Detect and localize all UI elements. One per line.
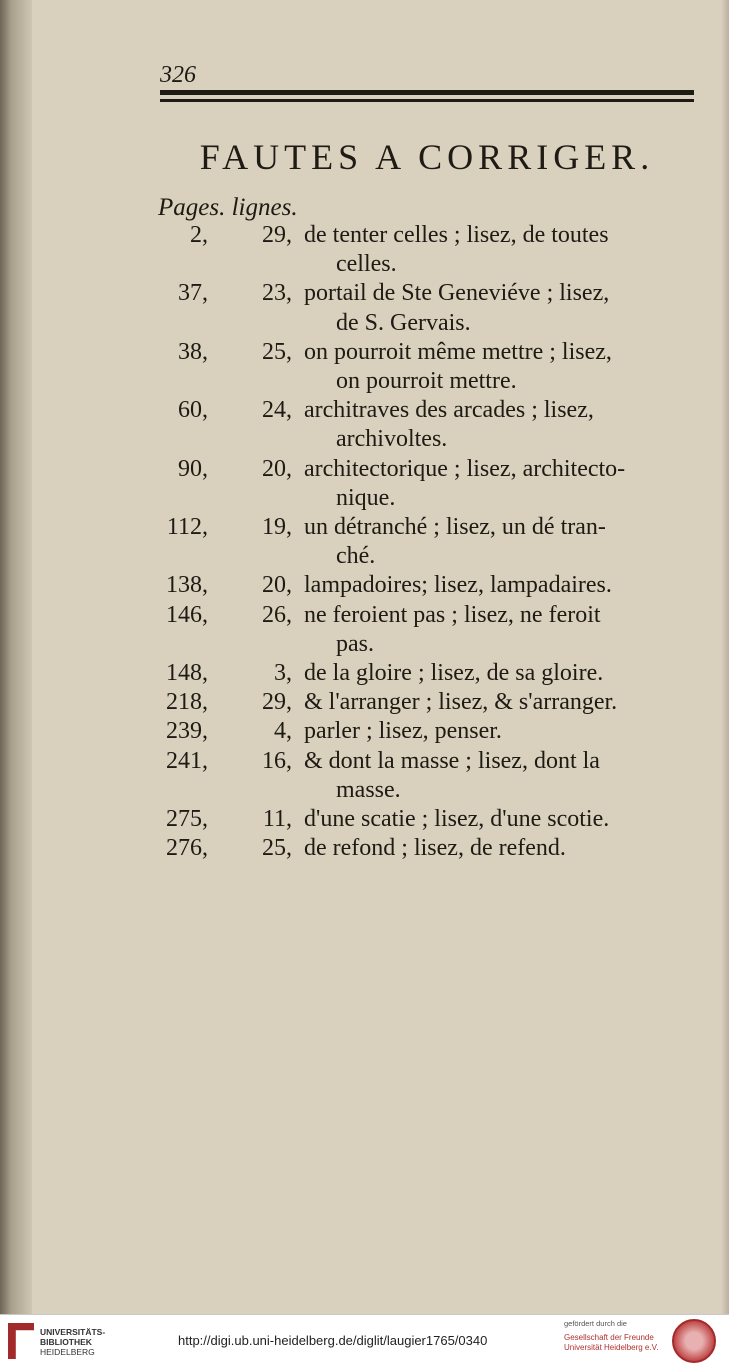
errata-continuation: on pourroit mettre. (336, 368, 517, 394)
errata-line: 29, (262, 222, 292, 248)
errata-line: 25, (262, 835, 292, 862)
errata-page: 146, (166, 601, 208, 628)
errata-line: 20, (262, 572, 292, 599)
errata-line: 4, (274, 718, 292, 745)
errata-line: 3, (274, 660, 292, 686)
errata-continuation-row (0, 426, 729, 456)
page-title: FAUTES A CORRIGER. (199, 137, 655, 177)
errata-continuation-row (0, 631, 729, 661)
errata-text: ne feroient pas ; lisez, ne feroit (304, 601, 601, 628)
errata-continuation-row (0, 485, 729, 515)
lignes-heading: lignes. (231, 194, 298, 221)
errata-text: architraves des arcades ; lisez, (304, 397, 594, 424)
errata-row (0, 718, 729, 748)
errata-line: 24, (262, 397, 292, 424)
errata-row (0, 660, 729, 690)
errata-page: 239, (166, 718, 208, 745)
errata-text: un détranché ; lisez, un dé tran- (304, 514, 606, 540)
errata-line: 11, (262, 806, 292, 832)
errata-text: on pourroit même mettre ; lisez, (304, 338, 612, 365)
errata-line: 20, (262, 455, 292, 482)
errata-page: 138, (166, 572, 208, 599)
errata-continuation-row (0, 777, 729, 807)
errata-continuation: de S. Gervais. (336, 309, 471, 336)
errata-row (0, 280, 729, 310)
errata-line: 19, (262, 514, 292, 540)
errata-continuation: pas. (336, 630, 374, 657)
errata-page: 2, (190, 222, 208, 248)
errata-text: de tenter celles ; lisez, de toutes (304, 222, 609, 248)
errata-row (0, 748, 729, 778)
errata-row (0, 572, 729, 602)
errata-row (0, 397, 729, 427)
errata-page: 112, (166, 514, 208, 540)
errata-text: architectorique ; lisez, architecto- (304, 455, 626, 482)
errata-continuation: ché. (336, 543, 376, 570)
errata-continuation-row (0, 310, 729, 340)
viewer-footer (0, 1314, 729, 1367)
errata-row (0, 689, 729, 719)
errata-line: 26, (262, 601, 292, 628)
errata-line: 16, (262, 747, 292, 774)
library-logo-icon[interactable] (8, 1323, 34, 1359)
header-rule-thick (160, 90, 694, 95)
errata-line: 29, (262, 689, 292, 716)
university-seal-icon (672, 1319, 716, 1363)
errata-text: & l'arranger ; lisez, & s'arranger. (304, 689, 618, 716)
errata-page: 275, (166, 806, 208, 832)
errata-text: de la gloire ; lisez, de sa gloire. (304, 660, 604, 686)
society-name[interactable]: Gesellschaft der Freunde Universität Heidelberg e.V. (564, 1333, 659, 1352)
errata-text: parler ; lisez, penser. (304, 718, 502, 745)
errata-page: 276, (166, 835, 208, 862)
errata-line: 25, (262, 338, 292, 365)
errata-text: de refond ; lisez, de refend. (304, 835, 566, 862)
column-headings (158, 194, 298, 222)
errata-row (0, 456, 729, 486)
pages-heading: Pages. (158, 194, 226, 221)
errata-continuation: nique. (336, 484, 396, 511)
errata-page: 218, (166, 689, 208, 716)
errata-row (0, 222, 729, 252)
page-number: 326 (160, 62, 196, 88)
errata-page: 38, (178, 338, 208, 365)
errata-page: 148, (166, 660, 208, 686)
errata-continuation: celles. (336, 251, 397, 278)
document-url[interactable]: http://digi.ub.uni-heidelberg.de/diglit/laugier1765/0340 (178, 1333, 488, 1348)
errata-page: 37, (178, 280, 208, 307)
errata-text: & dont la masse ; lisez, dont la (304, 747, 600, 774)
errata-row (0, 514, 729, 544)
errata-continuation: archivoltes. (336, 426, 448, 453)
errata-text: lampadoires; lisez, lampadaires. (304, 572, 612, 599)
errata-text: portail de Ste Geneviéve ; lisez, (304, 280, 610, 307)
library-name: UNIVERSITÄTS- BIBLIOTHEK HEIDELBERG (40, 1327, 106, 1357)
header-rule-thin (160, 99, 694, 102)
errata-page: 241, (166, 747, 208, 774)
errata-continuation-row (0, 251, 729, 281)
errata-continuation: masse. (336, 776, 401, 803)
funded-by-label: gefördert durch die (564, 1319, 627, 1328)
errata-page: 90, (178, 455, 208, 482)
errata-row (0, 835, 729, 865)
errata-row (0, 339, 729, 369)
errata-line: 23, (262, 280, 292, 307)
errata-row (0, 602, 729, 632)
errata-row (0, 806, 729, 836)
errata-continuation-row (0, 368, 729, 398)
errata-page: 60, (178, 397, 208, 424)
errata-continuation-row (0, 543, 729, 573)
errata-text: d'une scatie ; lisez, d'une scotie. (304, 806, 610, 832)
